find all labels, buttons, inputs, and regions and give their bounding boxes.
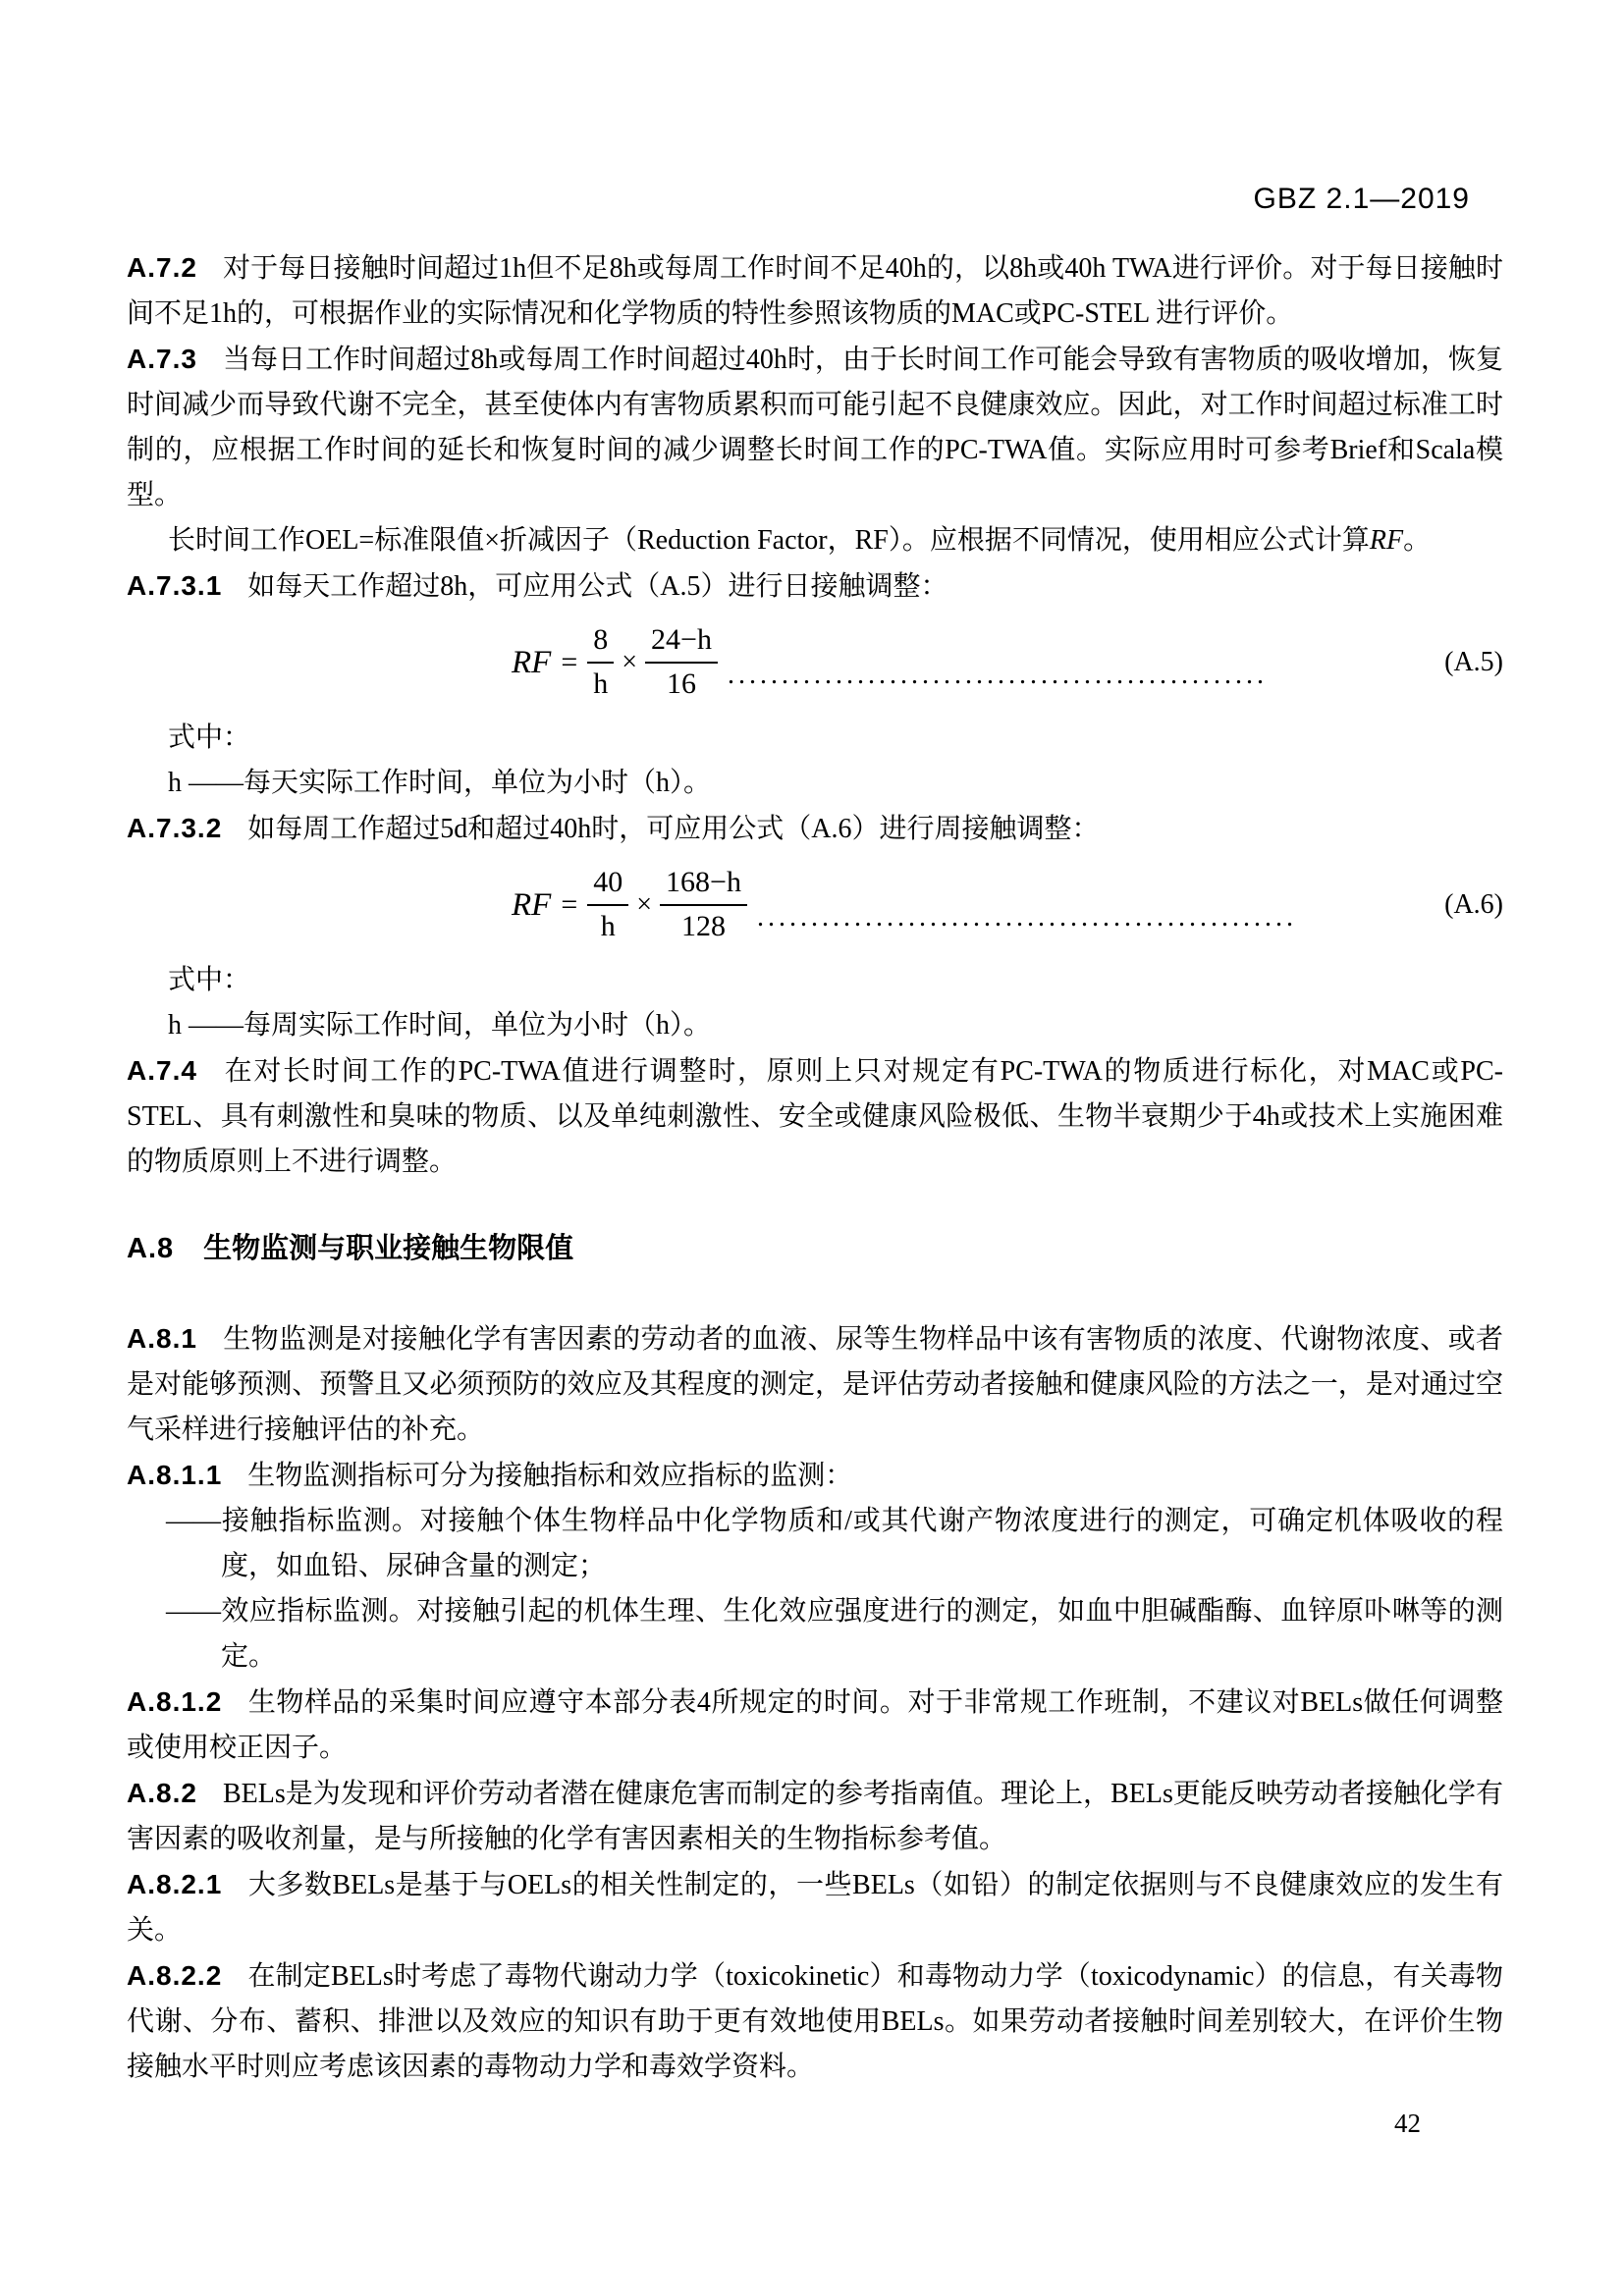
formula-a6-denominator-2: 128 [681, 910, 726, 942]
clause-a82-text: BELs是为发现和评价劳动者潜在健康危害而制定的参考指南值。理论上，BELs更能反映劳动者接触化学有害因素的吸收剂量，是与所接触的化学有害因素相关的生物指标参考值。 [127, 1779, 1503, 1854]
multiply-sign: × [636, 889, 653, 920]
section-a8-heading [127, 1226, 1503, 1271]
page-content [127, 245, 1503, 2090]
clause-a82-number: A.8.2 [127, 1778, 197, 1808]
clause-a822-text: 在制定BELs时考虑了毒物代谢动力学（toxicokinetic）和毒物动力学（toxicodynamic）的信息，有关毒物代谢、分布、蓄积、排泄以及效应的知识有助于更有效地使用BELs。如果劳动者接触时间差别较大，在评价生物接触水平时则应考虑该因素的毒物动力学和毒效学资料。 [127, 1961, 1503, 2082]
clause-a821-number: A.8.2.1 [127, 1869, 223, 1899]
section-a8-title: 生物监测与职业接触生物限值 [203, 1233, 574, 1264]
formula-a6 [127, 854, 1503, 956]
oel-text-end: 。 [1403, 525, 1432, 556]
clause-a812-number: A.8.1.2 [127, 1686, 223, 1717]
clause-a732-text: 如每周工作超过5d和超过40h时，可应用公式（A.6）进行周接触调整： [247, 814, 1100, 844]
variable-definition-h-week: h ——每周实际工作时间，单位为小时（h）。 [168, 1010, 712, 1041]
formula-a5-lhs: RF [512, 645, 552, 680]
clause-a74-text: 在对长时间工作的PC-TWA值进行调整时，原则上只对规定有PC-TWA的物质进行标化，对MAC或PC-STEL、具有刺激性和臭味的物质、以及单纯刺激性、安全或健康风险极低、生物半衰期少于4h或技术上实施困难的物质原则上不进行调整。 [127, 1056, 1503, 1177]
clause-a73-number: A.7.3 [127, 344, 197, 374]
formula-a6-numerator-2: 168−h [660, 865, 747, 906]
formula-a6-lhs: RF [512, 887, 552, 923]
formula-a5-equals: = [561, 646, 578, 678]
list-item-text: 效应指标监测。对接触引起的机体生理、生化效应强度进行的测定，如血中胆碱酯酶、血锌原卟啉等的测定。 [221, 1596, 1503, 1672]
formula-a5-fraction-1 [587, 622, 614, 702]
clause-a811-number: A.8.1.1 [127, 1460, 223, 1490]
formula-a5-numerator-2: 24−h [645, 622, 718, 664]
where-label-1: 式中： [168, 722, 251, 753]
formula-a5-denominator-2: 16 [667, 667, 696, 700]
clause-a72 [127, 245, 1503, 337]
list-item-dash: —— [166, 1506, 221, 1536]
clause-a731 [127, 563, 1503, 610]
clause-a82 [127, 1771, 1503, 1862]
formula-a6-fraction-2 [660, 865, 747, 944]
formula-a5-numerator-1: 8 [587, 622, 614, 664]
clause-a731-number: A.7.3.1 [127, 570, 223, 601]
variable-definition-h-day: h ——每天实际工作时间，单位为小时（h）。 [168, 768, 712, 798]
oel-paragraph [127, 518, 1503, 563]
clause-a812-text: 生物样品的采集时间应遵守本部分表4所规定的时间。对于非常规工作班制，不建议对BELs做任何调整或使用校正因子。 [127, 1687, 1503, 1763]
standard-code-header: GBZ 2.1—2019 [1253, 183, 1470, 215]
clause-a73-text: 当每日工作时间超过8h或每周工作时间超过40h时，由于长时间工作可能会导致有害物质的吸收增加，恢复时间减少而导致代谢不完全，甚至使体内有害物质累积而可能引起不良健康效应。因此，对工作时间超过标准工时制的，应根据工作时间的延长和恢复时间的减少调整长时间工作的PC-TWA值。实际应用时可参考Brief和Scala模型。 [127, 345, 1503, 510]
clause-a821-text: 大多数BELs是基于与OELs的相关性制定的，一些BELs（如铅）的制定依据则与不良健康效应的发生有关。 [127, 1870, 1503, 1946]
formula-a6-fraction-1 [587, 865, 628, 944]
formula-a5-label: (A.5) [1444, 647, 1503, 677]
where-label-2: 式中： [168, 965, 251, 995]
clause-a822 [127, 1953, 1503, 2090]
clause-a81-number: A.8.1 [127, 1323, 197, 1354]
page-number: 42 [1394, 2109, 1421, 2138]
formula-a5-fraction-2 [645, 622, 718, 702]
formula-a5 [127, 612, 1503, 714]
formula-a6-label: (A.6) [1444, 889, 1503, 920]
oel-rf-symbol: RF [1369, 525, 1404, 556]
formula-a5-denominator-1: h [593, 667, 609, 700]
section-a8-number: A.8 [127, 1233, 175, 1264]
clause-a74-number: A.7.4 [127, 1055, 197, 1086]
formula-a6-equals: = [561, 888, 578, 921]
clause-a812 [127, 1680, 1503, 1771]
clause-a72-text: 对于每日接触时间超过1h但不足8h或每周工作时间不足40h的，以8h或40h TWA进行评价。对于每日接触时间不足1h的，可根据作业的实际情况和化学物质的特性参照该物质的MAC或PC-STEL 进行评价。 [127, 253, 1503, 329]
clause-a811-text: 生物监测指标可分为接触指标和效应指标的监测： [247, 1461, 853, 1491]
clause-a81-text: 生物监测是对接触化学有害因素的劳动者的血液、尿等生物样品中该有害物质的浓度、代谢物浓度、或者是对能够预测、预警且又必须预防的效应及其程度的测定，是评估劳动者接触和健康风险的方法之一，是对通过空气采样进行接触评估的补充。 [127, 1324, 1503, 1445]
formula-a6-denominator-1: h [600, 910, 616, 942]
clause-a72-number: A.7.2 [127, 252, 197, 283]
clause-a732 [127, 806, 1503, 852]
list-item-text: 接触指标监测。对接触个体生物样品中化学物质和/或其代谢产物浓度进行的测定，可确定机体吸收的程度，如血铅、尿砷含量的测定； [221, 1506, 1503, 1581]
formula-a6-numerator-1: 40 [587, 865, 628, 906]
clause-a811 [127, 1453, 1503, 1499]
multiply-sign: × [622, 647, 638, 677]
list-item [127, 1589, 1503, 1680]
clause-a822-number: A.8.2.2 [127, 1960, 223, 1991]
formula-a6-dot-leader: .................................................. [756, 902, 1297, 933]
clause-a81 [127, 1316, 1503, 1453]
clause-a821 [127, 1862, 1503, 1953]
list-item [127, 1499, 1503, 1589]
clause-a731-text: 如每天工作超过8h，可应用公式（A.5）进行日接触调整： [247, 571, 948, 602]
clause-a732-number: A.7.3.2 [127, 813, 223, 843]
clause-a73 [127, 337, 1503, 518]
formula-a5-dot-leader: .................................................. [727, 660, 1268, 690]
list-item-dash: —— [166, 1596, 221, 1627]
clause-a74 [127, 1048, 1503, 1185]
oel-text: 长时间工作OEL=标准限值×折减因子（Reduction Factor，RF）。应根据不同情况，使用相应公式计算 [168, 525, 1370, 556]
